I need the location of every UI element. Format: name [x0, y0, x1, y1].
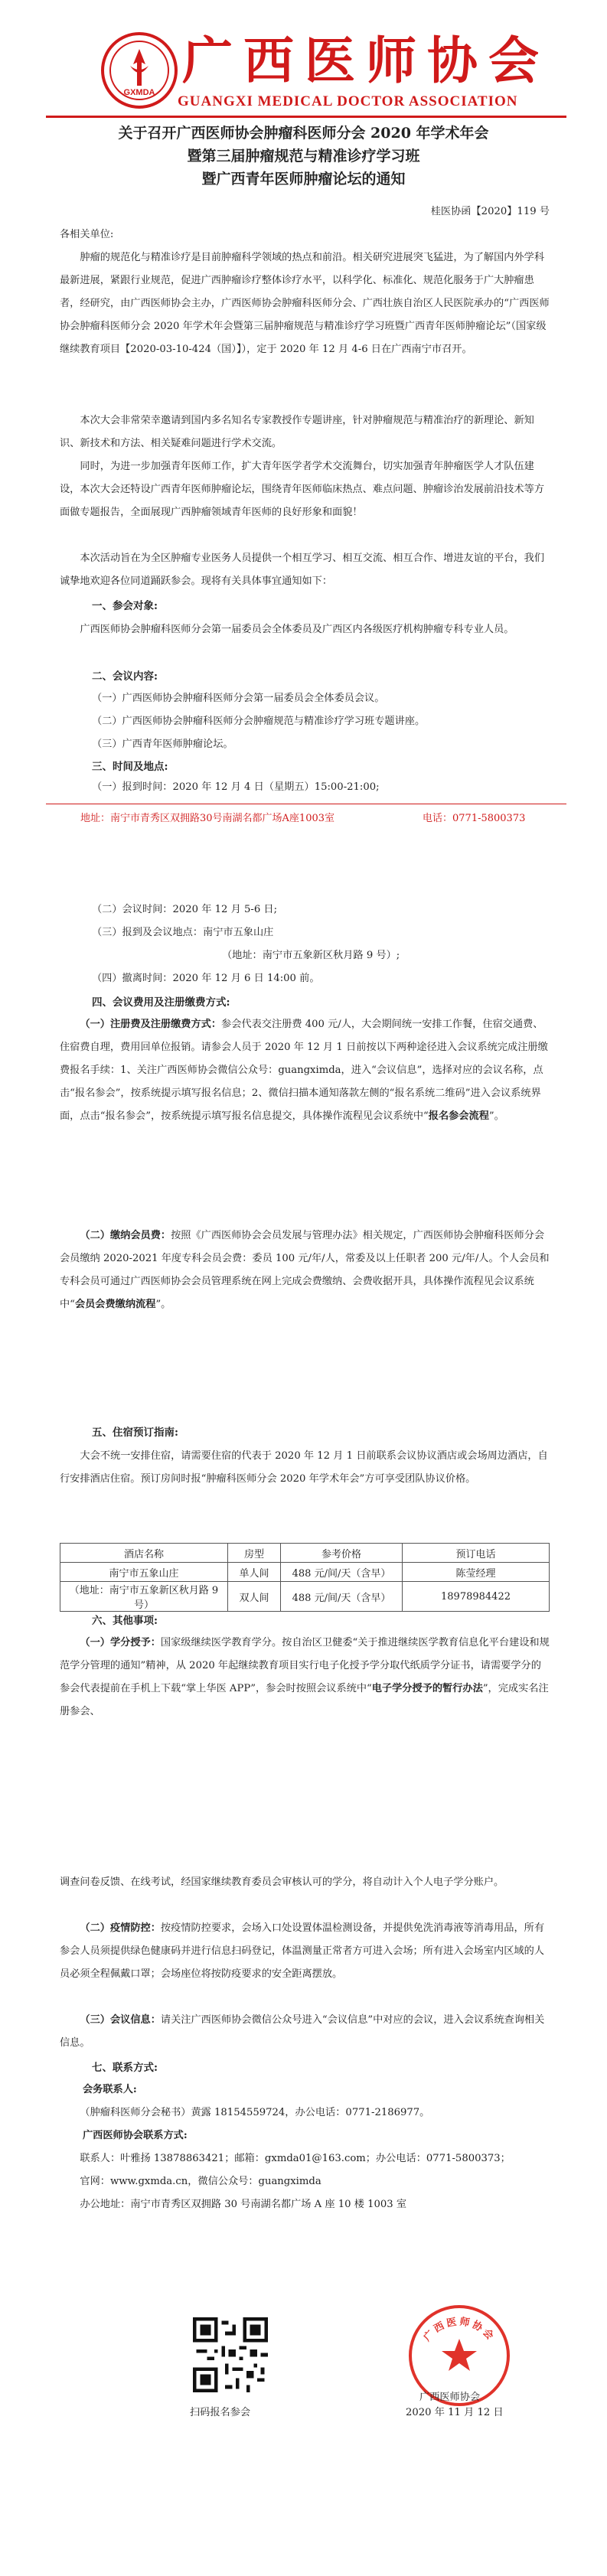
org-name-cn: 广西医师协会 — [182, 31, 550, 90]
hotel-table — [60, 1543, 550, 1612]
org-name-en: GUANGXI MEDICAL DOCTOR ASSOCIATION — [178, 93, 518, 109]
membership-end: ”。 — [155, 1299, 171, 1310]
association-contact: 联系人：叶雅扬 13878863421；邮箱：gxmda01@163.com；办公电话：0771-5800373； — [80, 2153, 511, 2164]
seal-text: 广西医师协会 — [421, 2316, 498, 2344]
table-row — [60, 1582, 550, 1612]
membership-lead: （二）缴纳会员费： — [80, 1230, 171, 1241]
section-4-membership — [60, 1224, 550, 1316]
section-6-heading: 六、其他事项: — [92, 1615, 158, 1627]
registration-lead: （一）注册费及注册缴费方式： — [80, 1019, 222, 1030]
staff-contact-heading: 会务联系人: — [83, 2084, 137, 2095]
section-6-epidemic — [60, 1917, 550, 1986]
header-divider — [46, 116, 566, 118]
section-3-item-3: （三）报到及会议地点：南宁市五象山庄 — [92, 927, 274, 938]
room-price: 488 元/间/天（含早） — [281, 1563, 403, 1582]
section-3-item-2: （二）会议时间：2020 年 12 月 5-6 日; — [92, 904, 278, 915]
room-type: 单人间 — [228, 1563, 281, 1582]
hotel-name: 南宁市五象山庄 — [60, 1563, 228, 1582]
registration-flow-link: 报名参会流程 — [428, 1110, 489, 1122]
intro-paragraph-1: 肿瘤的规范化与精准诊疗是目前肿瘤科学领域的热点和前沿。相关研究进展突飞猛进，为了解国内外学科最新进展，紧跟行业规范，促进广西肿瘤诊疗整体诊疗水平，以科学化、标准化、规范化服务于广大肿瘤患者，经研究，由广西医师协会主办，广西医师协会肿瘤科医师分会、广西壮族自治区人民医院承办的“广西医师协会肿瘤科医师分会 2020 年学术年会暨第三届肿瘤规范与精准诊疗学习班暨广西青年医师肿瘤论坛”（国家级继续教育项目【2020-03-10-424（国）】），定于 2020 年 12 月 4-6 日在广西南宁市召开。 — [60, 252, 550, 355]
credits-lead: （一）学分授予： — [80, 1637, 161, 1648]
section-3-item-1: （一）报到时间：2020 年 12 月 4 日（星期五）15:00-21:00; — [92, 781, 380, 793]
membership-flow-link: 会员会费缴纳流程 — [74, 1299, 156, 1310]
association-contact-heading: 广西医师协会联系方式: — [83, 2130, 188, 2141]
section-2-item-1: （一）广西医师协会肿瘤科医师分会第一届委员会全体委员会议。 — [92, 693, 385, 704]
section-6-credits — [60, 1632, 550, 1723]
section-2-item-3: （三）广西青年医师肿瘤论坛。 — [92, 739, 233, 750]
footer-address: 地址：南宁市青秀区双拥路30号南湖名都广场A座1003室 — [80, 813, 335, 824]
credits-end: ”，完成实名注册参会、 — [60, 1683, 549, 1717]
qr-caption: 扫码报名参会 — [190, 2407, 251, 2418]
intro-paragraph-3: 同时，为进一步加强青年医师工作，扩大青年医学者学术交流舞台，切实加强青年肿瘤医学人才队伍建设，本次大会还特设广西青年医师肿瘤论坛，围绕青年医师临床热点、难点问题、肿瘤诊治发展前沿技术等方面做专题报告，全面展现广西肿瘤领域青年医师的良好形象和面貌！ — [60, 461, 544, 518]
room-price: 488 元/间/天（含早） — [281, 1582, 403, 1612]
section-6-credits-continued: 调查问卷反馈、在线考试，经国家继续教育委员会审核认可的学分，将自动计入个人电子学分账户。 — [60, 1877, 504, 1888]
epidemic-text: 按疫情防控要求，会场入口处设置体温检测设备，并提供免洗消毒液等消毒用品，所有参会人员须提供绿色健康码并进行信息扫码登记，体温测量正常者方可进入会场；所有进入会场室内区域的人员必须全程佩戴口罩；会场座位将按防疫要求的安全距离摆放。 — [60, 1922, 545, 1980]
registration-end: ”。 — [488, 1110, 504, 1122]
intro-paragraph-4: 本次活动旨在为全区肿瘤专业医务人员提供一个相互学习、相互交流、相互合作、增进友谊的平台，我们诚挚地欢迎各位同道踊跃参会。现将有关具体事宜通知如下： — [60, 553, 545, 587]
section-4-heading: 四、会议费用及注册缴费方式: — [92, 996, 230, 1009]
section-1-heading: 一、参会对象: — [92, 600, 158, 612]
section-3-item-4: （四）撤离时间：2020 年 12 月 6 日 14:00 前。 — [92, 973, 320, 984]
closing-org: 广西医师协会 — [419, 2392, 481, 2403]
room-type: 双人间 — [228, 1582, 281, 1612]
closing-date: 2020 年 11 月 12 日 — [406, 2407, 504, 2418]
credits-text: 国家级继续医学教育学分。按自治区卫健委“关于推进继续医学教育信息化平台建设和规范学分管理的通知”精神，从 2020 年起继续教育项目实行电子化授予学分取代纸质学分证书，请需要学分的参会代表提前在手机上下载“掌上华医 APP”，参会时按照会议系统中“ — [60, 1637, 550, 1694]
association-logo — [100, 31, 179, 110]
booking-phone: 18978984422 — [403, 1582, 550, 1612]
table-header: 房型 — [228, 1544, 281, 1563]
registration-text: 参会代表交注册费 400 元/人，大会期间统一安排工作餐，住宿交通费、住宿费自理，费用回单位报销。请参会人员于 2020 年 12 月 1 日前按以下两种途径进入会议系统完成注册缴费报名手续：1、关注广西医师协会微信公众号：guangximda，进入“会议信息”，选择对应的会议名称，点击“报名参会”，按系统提示填写报名信息；2、微信扫描本通知落款左侧的“报名系统二维码”进入会议系统界面，点击“报名参会”，按系统提示填写报名信息提交，具体操作流程见会议系统中“ — [60, 1019, 548, 1122]
section-3-heading: 三、时间及地点: — [92, 761, 168, 773]
section-2-heading: 二、会议内容: — [92, 670, 158, 683]
meeting-info-lead: （三）会议信息： — [80, 2014, 161, 2026]
registration-qr-code[interactable] — [193, 2317, 268, 2392]
table-row — [60, 1563, 550, 1582]
salutation: 各相关单位: — [60, 229, 114, 240]
staff-contact: （肿瘤科医师分会秘书）黄露 18154559724，办公电话：0771-2186977。 — [80, 2107, 430, 2118]
section-6-meeting-info — [60, 2009, 550, 2055]
association-address: 办公地址：南宁市青秀区双拥路 30 号南湖名都广场 A 座 10 楼 1003 室 — [80, 2199, 407, 2210]
intro-paragraph-2: 本次大会非常荣幸邀请到国内多名知名专家教授作专题讲座，针对肿瘤规范与精准治疗的新理论、新知识、新技术和方法、相关疑难问题进行学术交流。 — [60, 415, 534, 449]
table-header: 参考价格 — [281, 1544, 403, 1563]
section-4-registration — [60, 1013, 550, 1128]
section-7-heading: 七、联系方式: — [92, 2062, 158, 2074]
membership-text: 按照《广西医师协会会员发展与管理办法》相关规定，广西医师协会肿瘤科医师分会会员缴纳 2020-2021 年度专科会员会费：委员 100 元/年/人，常委及以上任职者 200 元/年/人。个人会员和专科会员可通过广西医师协会会员管理系统在网上完成会费缴纳、会费收据开具，具体操作流程见会议系统中“ — [60, 1230, 550, 1310]
section-1-text: 广西医师协会肿瘤科医师分会第一届委员会全体委员及广西区内各级医疗机构肿瘤专科专业人员。 — [80, 624, 514, 635]
hotel-address: （地址：南宁市五象新区秋月路 9 号） — [60, 1582, 228, 1612]
doc-title-line1: 关于召开广西医师协会肿瘤科医师分会 2020 年学术年会 — [118, 125, 489, 142]
section-2-item-2: （二）广西医师协会肿瘤科医师分会肿瘤规范与精准诊疗学习班专题讲座。 — [92, 716, 426, 727]
association-website: 官网：www.gxmda.cn，微信公众号：guangximda — [80, 2176, 321, 2187]
table-header: 预订电话 — [403, 1544, 550, 1563]
doc-title-line3: 暨广西青年医师肿瘤论坛的通知 — [201, 171, 406, 187]
logo-abbrev: GXMDA — [123, 88, 155, 97]
table-header: 酒店名称 — [60, 1544, 228, 1563]
meeting-info-text: 请关注广西医师协会微信公众号进入“会议信息”中对应的会议，进入会议系统查询相关信息。 — [60, 2014, 545, 2049]
doc-title-line2: 暨第三届肿瘤规范与精准诊疗学习班 — [187, 148, 420, 165]
epidemic-lead: （二）疫情防控： — [80, 1922, 161, 1934]
section-3-venue-address: （地址：南宁市五象新区秋月路 9 号）; — [222, 950, 400, 961]
section-5-heading: 五、住宿预订指南: — [92, 1427, 178, 1439]
credits-method-link: 电子学分授予的暂行办法 — [371, 1683, 483, 1694]
doc-number: 桂医协函【2020】119 号 — [430, 206, 550, 217]
footer-phone: 电话：0771-5800373 — [423, 813, 526, 824]
table-header-row — [60, 1544, 550, 1563]
booking-contact: 陈莹经理 — [403, 1563, 550, 1582]
section-5-text: 大会不统一安排住宿，请需要住宿的代表于 2020 年 12 月 1 日前联系会议协议酒店或会场周边酒店，自行安排酒店住宿。预订房间时报“肿瘤科医师分会 2020 年学术年会”方可享受团队协议价格。 — [60, 1450, 548, 1485]
